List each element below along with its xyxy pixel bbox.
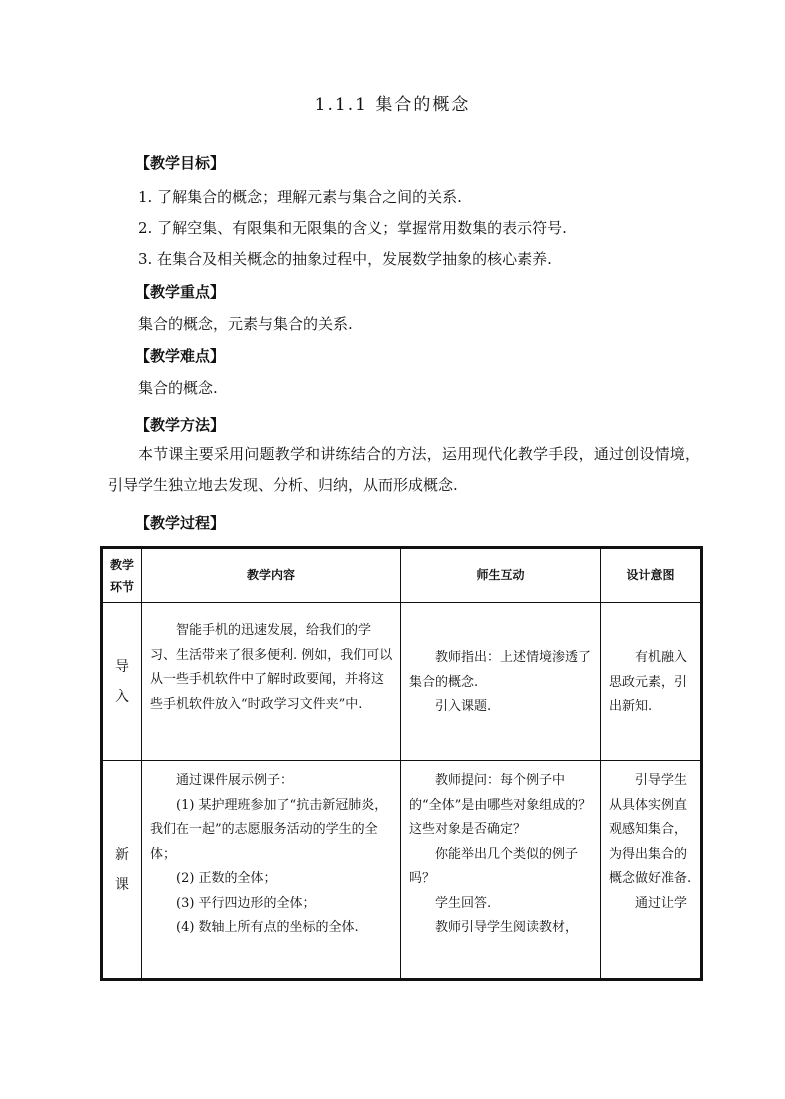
key-text: 集合的概念，元素与集合的关系. (138, 315, 353, 333)
header-stage (103, 549, 142, 603)
goal-item-2: 2. 了解空集、有限集和无限集的含义；掌握常用数集的表示符号. (138, 219, 567, 237)
stage-label: 新课 (115, 846, 129, 893)
interaction-line: 学生回答. (435, 895, 492, 911)
table-row (103, 603, 701, 761)
content-cell (142, 603, 401, 761)
intent-text: 有机融入思政元素，引出新知. (609, 650, 688, 714)
content-line: (4) 数轴上所有点的坐标的全体. (176, 920, 359, 935)
stage-label: 导入 (115, 658, 129, 705)
method-heading: 【教学方法】 (135, 416, 226, 434)
stage-cell (103, 603, 142, 761)
interaction-line: 教师引导学生阅读教材， (435, 920, 579, 935)
interaction-line: 引入课题. (435, 699, 492, 714)
difficulty-text: 集合的概念. (138, 379, 218, 397)
header-stage-text: 教学环节 (109, 557, 134, 594)
method-text: 本节课主要采用问题教学和讲练结合的方法，运用现代化教学手段，通过创设情境，引导学生独立地去发现、分析、归纳，从而形成概念. (108, 445, 700, 494)
goals-heading: 【教学目标】 (135, 154, 226, 172)
table-header-row (103, 549, 701, 603)
intent-line: 引导学生从具体实例直观感知集合，为得出集合的概念做好准备. (609, 773, 692, 886)
intent-line: 通过让学 (635, 895, 688, 911)
process-heading: 【教学过程】 (135, 514, 226, 532)
teaching-process-table (102, 548, 701, 979)
content-cell (142, 761, 401, 979)
content-text: 智能手机的迅速发展，给我们的学习、生活带来了很多便利. 例如，我们可以从一些手机软件中了解时政要闻，并将这些手机软件放入“时政学习文件夹”中. (150, 623, 393, 712)
stage-cell (103, 761, 142, 979)
interaction-cell (401, 761, 601, 979)
content-line: (3) 平行四边形的全体； (176, 895, 316, 911)
header-interaction: 师生互动 (401, 549, 601, 603)
intent-cell (601, 761, 701, 979)
content-line: (2) 正数的全体； (176, 871, 277, 886)
interaction-cell (401, 603, 601, 761)
header-intent: 设计意图 (601, 549, 701, 603)
table-row (103, 761, 701, 979)
interaction-line: 你能举出几个类似的例子吗？ (409, 846, 579, 886)
intent-cell (601, 603, 701, 761)
content-line: (1) 某护理班参加了“抗击新冠肺炎，我们在一起”的志愿服务活动的学生的全体； (150, 797, 388, 862)
difficulty-heading: 【教学难点】 (135, 347, 226, 365)
interaction-line: 教师提问：每个例子中的“全体”是由哪些对象组成的？这些对象是否确定？ (409, 773, 592, 837)
goal-item-3: 3. 在集合及相关概念的抽象过程中，发展数学抽象的核心素养. (138, 250, 552, 268)
content-line: 通过课件展示例子： (176, 773, 294, 788)
goal-item-1: 1. 了解集合的概念；理解元素与集合之间的关系. (138, 188, 462, 206)
key-heading: 【教学重点】 (135, 283, 226, 301)
page-title: 1.1.1 集合的概念 (314, 95, 471, 115)
interaction-line: 教师指出：上述情境渗透了集合的概念. (409, 650, 592, 690)
header-content: 教学内容 (142, 549, 401, 603)
